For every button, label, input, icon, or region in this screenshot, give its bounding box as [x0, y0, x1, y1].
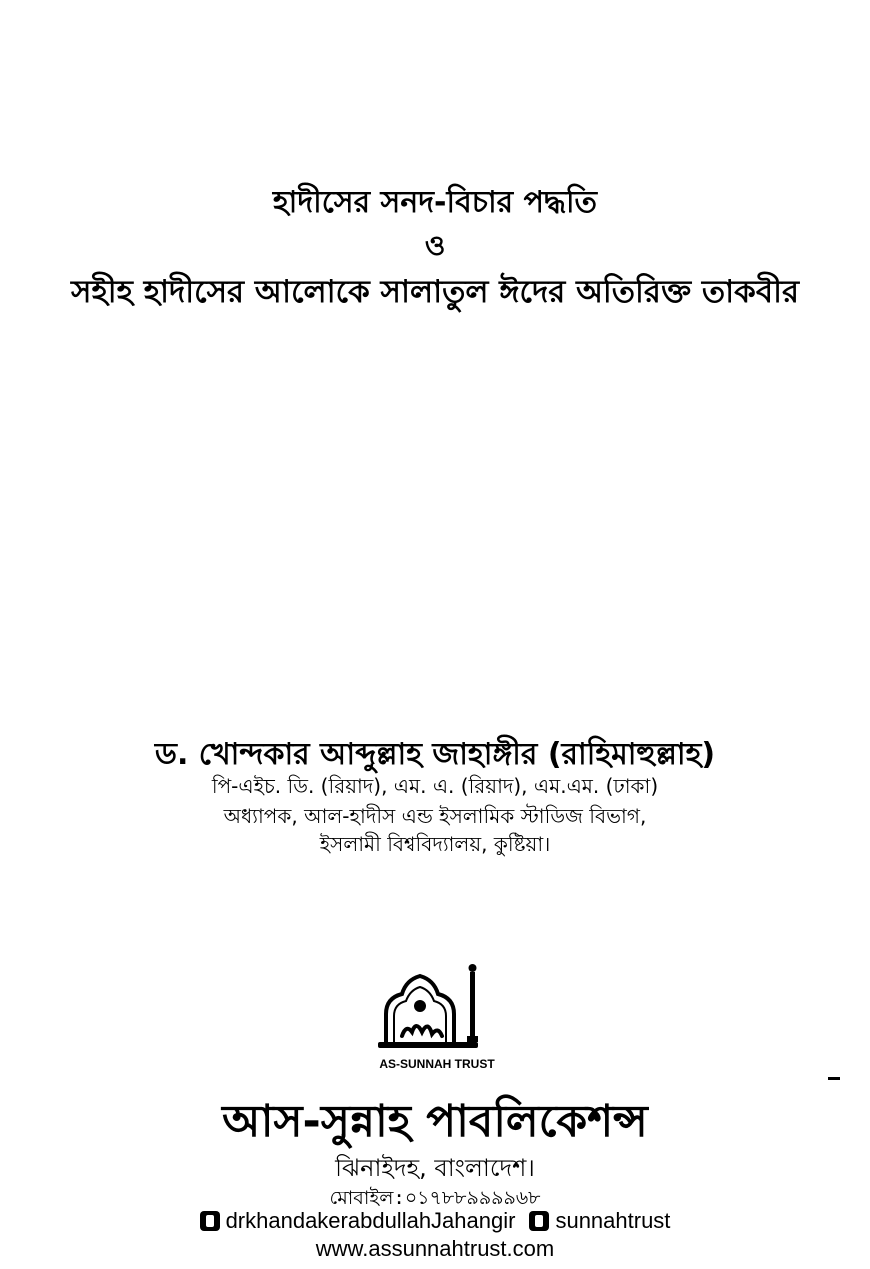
publisher-logo — [372, 958, 502, 1074]
logo-caption: AS-SUNNAH TRUST — [379, 1057, 495, 1071]
title-line-2: সহীহ হাদীসের আলোকে সালাতুল ঈদের অতিরিক্ত তাকবীর — [70, 274, 799, 310]
author-name: ড. খোন্দকার আব্দুল্লাহ জাহাঙ্গীর (রাহিমাহুল্লাহ) — [154, 737, 716, 772]
youtube-handle[interactable]: sunnahtrust — [555, 1208, 671, 1233]
publisher-name: আস-সুন্নাহ পাবলিকেশন্স — [222, 1096, 648, 1147]
publisher-mobile: মোবাইল:০১৭৮৮৯৯৯৯৬৮ — [329, 1187, 541, 1209]
title-line-1: হাদীসের সনদ-বিচার পদ্ধতি — [272, 185, 598, 220]
author-position: অধ্যাপক, আল-হাদীস এন্ড ইসলামিক স্টাডিজ বিভাগ, — [223, 804, 647, 828]
publisher-address: ঝিনাইদহ, বাংলাদেশ। — [335, 1154, 535, 1182]
social-row — [0, 1208, 870, 1234]
author-degrees: পি-এইচ. ডি. (রিয়াদ), এম. এ. (রিয়াদ), এম.এম. (ঢাকা) — [211, 774, 659, 798]
facebook-handle[interactable]: drkhandakerabdullahJahangir — [225, 1208, 516, 1233]
author-institution: ইসলামী বিশ্ববিদ্যালয়, কুষ্টিয়া। — [319, 832, 551, 856]
publisher-website[interactable]: www.assunnahtrust.com — [315, 1236, 555, 1261]
youtube-icon — [529, 1211, 549, 1231]
title-conjunction: ও — [424, 229, 446, 262]
edge-mark — [828, 1077, 840, 1080]
facebook-icon — [200, 1211, 220, 1231]
